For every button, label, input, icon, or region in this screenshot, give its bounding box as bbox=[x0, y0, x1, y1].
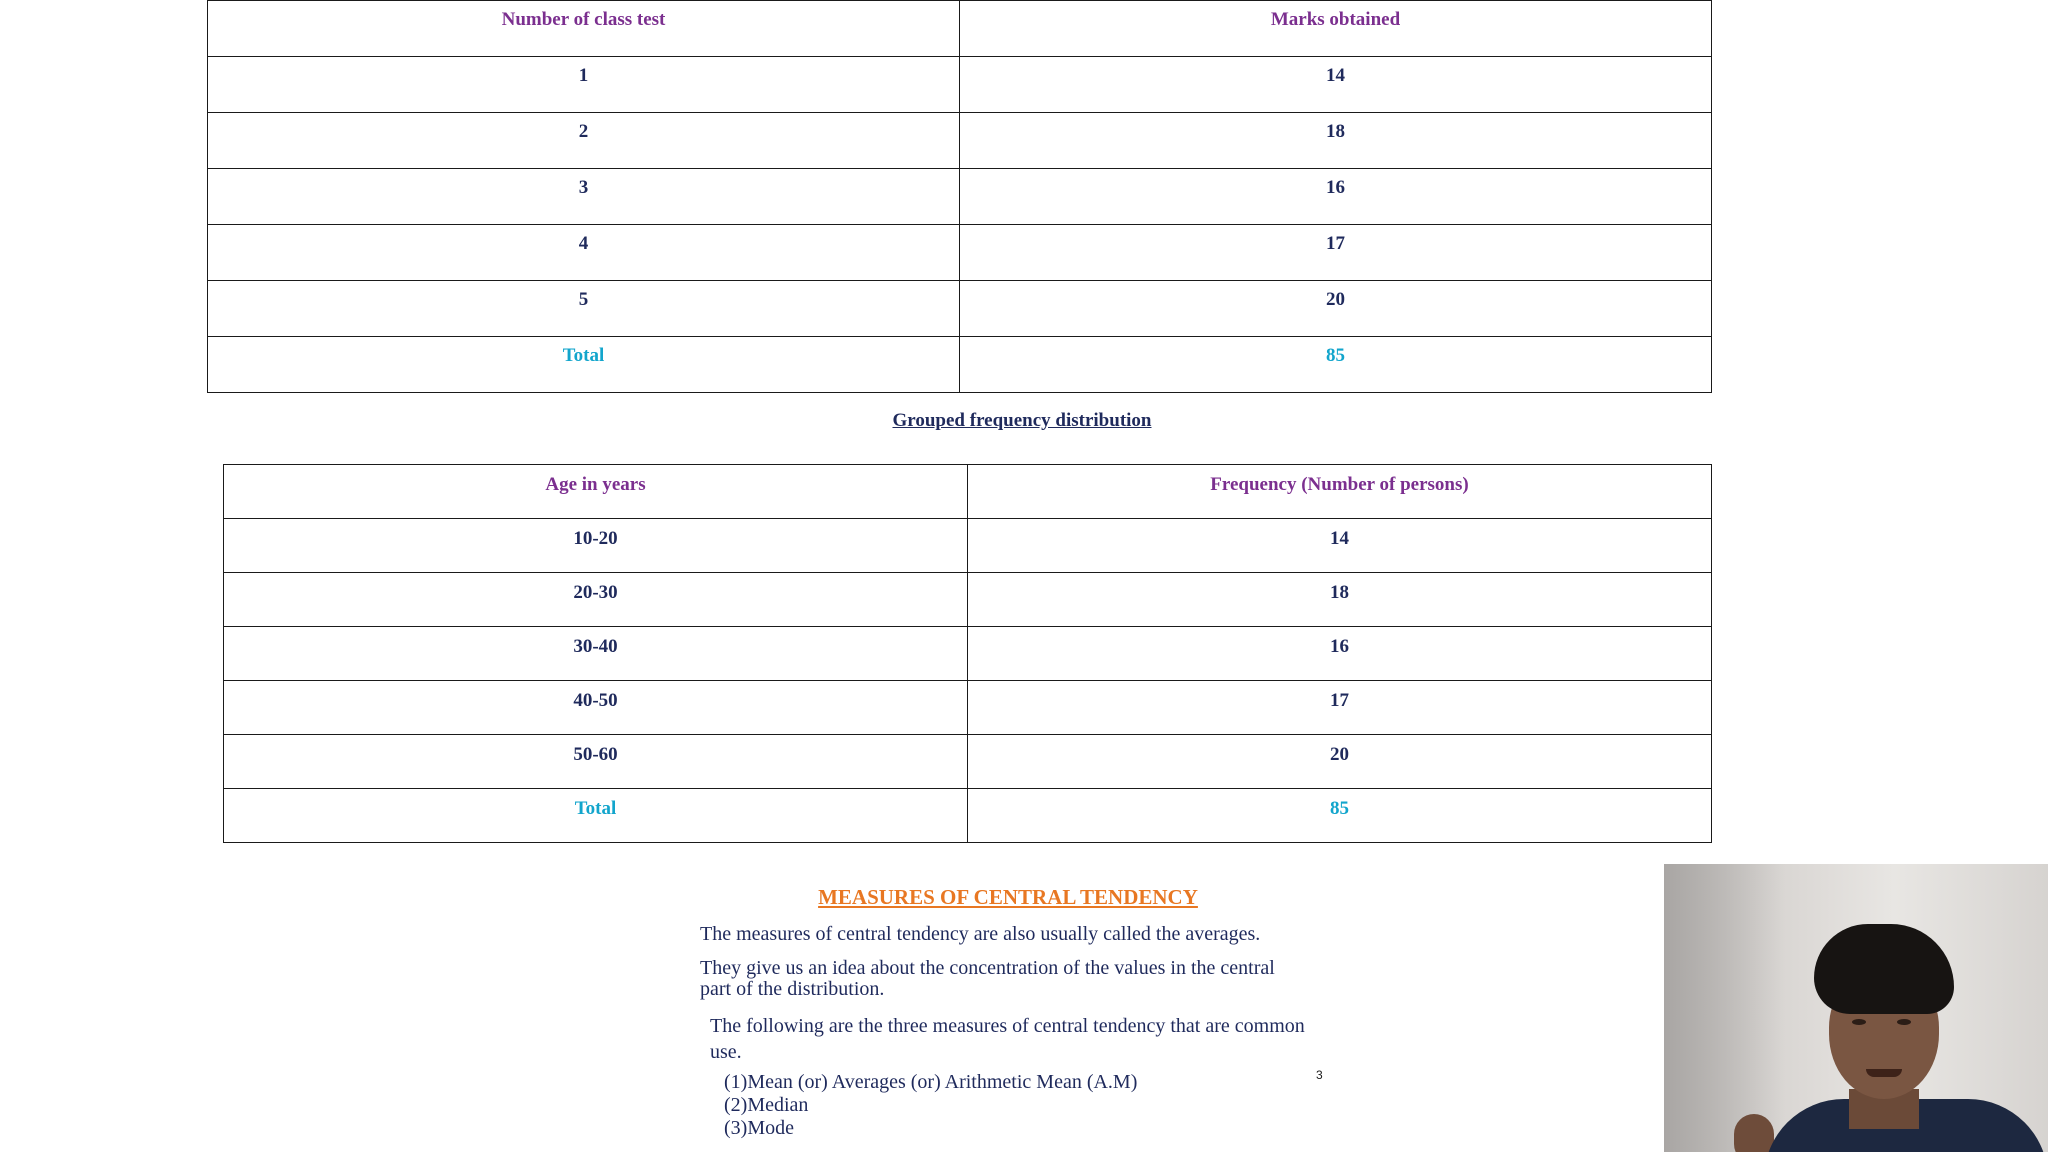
table-cell: 17 bbox=[960, 225, 1712, 281]
paragraph-averages: The measures of central tendency are also usually called the averages. bbox=[700, 923, 1261, 945]
table-cell: 14 bbox=[960, 57, 1712, 113]
total-value: 85 bbox=[960, 337, 1712, 393]
paragraph-concentration: They give us an idea about the concentration of the values in the central part of the distribution. bbox=[700, 957, 1275, 1000]
table-header-row bbox=[208, 1, 1712, 57]
presenter-hair bbox=[1814, 924, 1954, 1014]
table-row bbox=[208, 281, 1712, 337]
table-row bbox=[208, 169, 1712, 225]
table-total-row bbox=[208, 337, 1712, 393]
column-header: Age in years bbox=[224, 465, 968, 519]
grouped-frequency-table bbox=[223, 464, 1712, 843]
list-item: (1)Mean (or) Averages (or) Arithmetic Mean (A.M) bbox=[724, 1071, 1138, 1093]
table-cell: 1 bbox=[208, 57, 960, 113]
table-cell: 2 bbox=[208, 113, 960, 169]
total-label: Total bbox=[208, 337, 960, 393]
table-row bbox=[224, 735, 1712, 789]
hand bbox=[1734, 1114, 1774, 1152]
webcam-overlay bbox=[1664, 864, 2048, 1152]
table-row bbox=[208, 225, 1712, 281]
table-cell: 18 bbox=[968, 573, 1712, 627]
measures-list bbox=[724, 1071, 1284, 1140]
column-header: Frequency (Number of persons) bbox=[968, 465, 1712, 519]
table-cell: 3 bbox=[208, 169, 960, 225]
table-cell: 4 bbox=[208, 225, 960, 281]
list-item: (2)Median bbox=[724, 1094, 809, 1116]
list-item: (3)Mode bbox=[724, 1117, 794, 1139]
table-total-row bbox=[224, 789, 1712, 843]
paragraph-three-measures: The following are the three measures of central tendency that are common use. bbox=[710, 1015, 1305, 1063]
table-row bbox=[208, 113, 1712, 169]
table-cell: 16 bbox=[968, 627, 1712, 681]
table-cell: 20 bbox=[960, 281, 1712, 337]
total-label: Total bbox=[224, 789, 968, 843]
table-row bbox=[224, 681, 1712, 735]
table-header-row bbox=[224, 465, 1712, 519]
table-cell: 20-30 bbox=[224, 573, 968, 627]
page-number: 3 bbox=[1316, 1068, 1323, 1082]
table-cell: 20 bbox=[968, 735, 1712, 789]
total-value: 85 bbox=[968, 789, 1712, 843]
grouped-frequency-title: Grouped frequency distribution bbox=[892, 410, 1152, 431]
table-row bbox=[224, 627, 1712, 681]
table-cell: 50-60 bbox=[224, 735, 968, 789]
table-row bbox=[208, 57, 1712, 113]
table-row bbox=[224, 519, 1712, 573]
table-cell: 17 bbox=[968, 681, 1712, 735]
table-cell: 5 bbox=[208, 281, 960, 337]
table-cell: 18 bbox=[960, 113, 1712, 169]
table-cell: 30-40 bbox=[224, 627, 968, 681]
section-title: MEASURES OF CENTRAL TENDENCY bbox=[818, 885, 1198, 909]
class-test-marks-table bbox=[207, 0, 1712, 393]
table-cell: 10-20 bbox=[224, 519, 968, 573]
column-header: Number of class test bbox=[208, 1, 960, 57]
table-cell: 16 bbox=[960, 169, 1712, 225]
table-row bbox=[224, 573, 1712, 627]
table-cell: 14 bbox=[968, 519, 1712, 573]
table-cell: 40-50 bbox=[224, 681, 968, 735]
column-header: Marks obtained bbox=[960, 1, 1712, 57]
